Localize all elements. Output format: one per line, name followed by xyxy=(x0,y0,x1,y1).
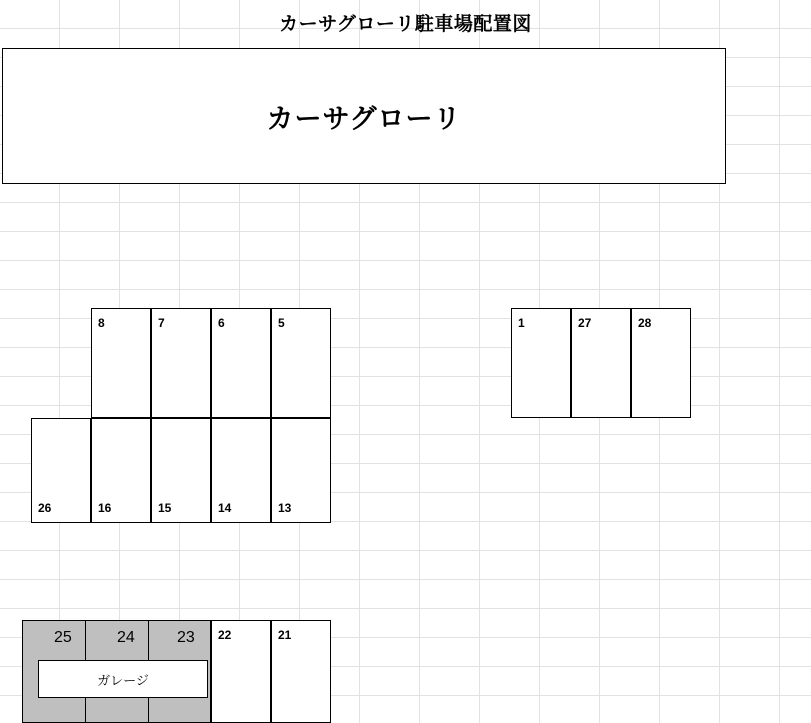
parking-stall[interactable] xyxy=(271,620,331,723)
stall-number: 6 xyxy=(218,316,225,330)
stall-number: 1 xyxy=(518,316,525,330)
parking-stall[interactable] xyxy=(211,418,271,523)
parking-stall[interactable] xyxy=(91,308,151,418)
property-name-label: カーサグローリ xyxy=(266,103,462,134)
stall-number: 27 xyxy=(578,316,592,330)
stall-number: 8 xyxy=(98,316,105,330)
stall-number: 13 xyxy=(278,501,292,515)
stall-number: 26 xyxy=(38,501,52,515)
parking-stall[interactable] xyxy=(211,620,271,723)
parking-stall[interactable] xyxy=(631,308,691,418)
parking-stall[interactable] xyxy=(511,308,571,418)
stall-number: 23 xyxy=(177,629,195,646)
stall-number: 28 xyxy=(638,316,652,330)
stall-number: 14 xyxy=(218,501,232,515)
parking-stall[interactable] xyxy=(151,418,211,523)
stall-number: 5 xyxy=(278,316,285,330)
parking-stall[interactable] xyxy=(271,418,331,523)
stall-number: 25 xyxy=(54,629,72,646)
parking-stall[interactable] xyxy=(211,308,271,418)
parking-stall[interactable] xyxy=(91,418,151,523)
stall-number: 16 xyxy=(98,501,112,515)
stall-number: 7 xyxy=(158,316,165,330)
property-name-banner xyxy=(2,48,726,184)
page-title: カーサグローリ駐車場配置図 xyxy=(279,14,532,35)
parking-stall[interactable] xyxy=(271,308,331,418)
parking-stall[interactable] xyxy=(571,308,631,418)
stall-number: 15 xyxy=(158,501,172,515)
stall-number: 21 xyxy=(278,628,292,642)
stall-number: 24 xyxy=(117,629,135,646)
parking-stall[interactable] xyxy=(31,418,91,523)
parking-stall[interactable] xyxy=(151,308,211,418)
stall-number: 22 xyxy=(218,628,232,642)
garage-label: ガレージ xyxy=(38,660,208,698)
